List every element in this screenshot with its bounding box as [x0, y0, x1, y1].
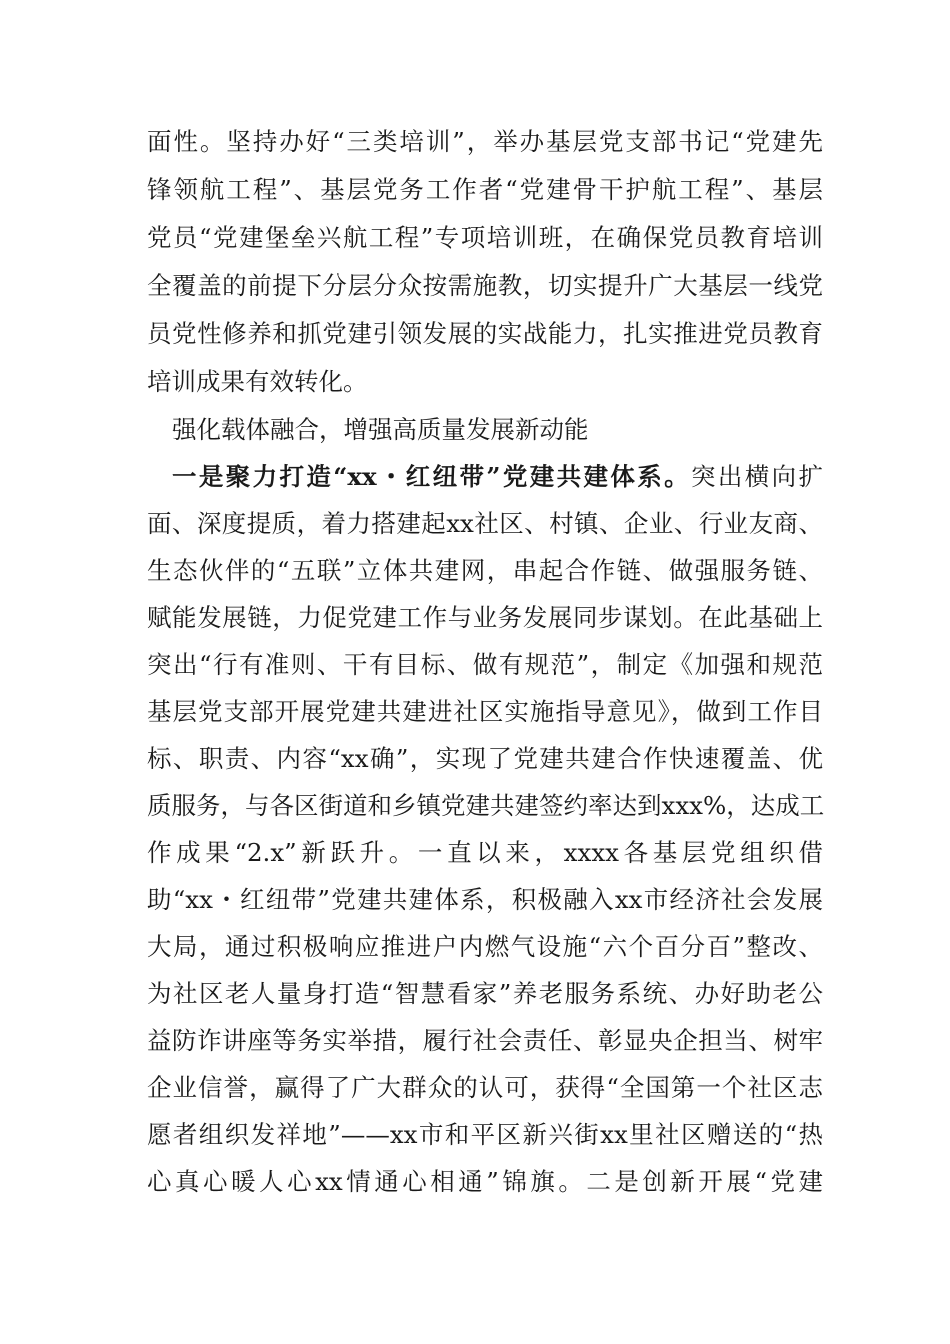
paragraph-line: 质服务，与各区街道和乡镇党建共建签约率达到xxx%，达成工: [147, 791, 825, 820]
paragraph-line: 生态伙伴的“五联”立体共建网，串起合作链、做强服务链、: [147, 556, 823, 585]
paragraph-line: 全覆盖的前提下分层分众按需施教，切实提升广大基层一线党: [147, 271, 823, 300]
paragraph-line: 突出“行有准则、干有目标、做有规范”，制定《加强和规范: [147, 650, 823, 679]
paragraph-line: 赋能发展链，力促党建工作与业务发展同步谋划。在此基础上: [147, 603, 823, 632]
paragraph-line: 愿者组织发祥地”——xx市和平区新兴街xx里社区赠送的“热: [147, 1120, 823, 1149]
paragraph-line: 助“xx・红纽带”党建共建体系，积极融入xx市经济社会发展: [147, 885, 823, 914]
paragraph-line: 党员“党建堡垒兴航工程”专项培训班，在确保党员教育培训: [147, 223, 823, 252]
lead-sentence-rest: 突出横向扩: [691, 462, 823, 491]
paragraph-line: 面性。坚持办好“三类培训”，举办基层党支部书记“党建先: [147, 127, 823, 156]
paragraph-line: 作成果“2.x”新跃升。一直以来，xxxx各基层党组织借: [147, 838, 823, 867]
paragraph-line: 大局，通过积极响应推进户内燃气设施“六个百分百”整改、: [147, 932, 823, 961]
paragraph-line: 为社区老人量身打造“智慧看家”养老服务系统、办好助老公: [147, 979, 823, 1008]
paragraph-line: 益防诈讲座等务实举措，履行社会责任、彰显央企担当、树牢: [147, 1026, 823, 1055]
paragraph-line: 锋领航工程”、基层党务工作者“党建骨干护航工程”、基层: [147, 175, 823, 204]
section-heading: 强化载体融合，增强高质量发展新动能: [172, 415, 589, 444]
paragraph-line: 基层党支部开展党建共建进社区实施指导意见》，做到工作目: [147, 697, 823, 726]
paragraph-line: 面、深度提质，着力搭建起xx社区、村镇、企业、行业友商、: [147, 509, 823, 538]
paragraph-line: 心真心暖人心xx情通心相通”锦旗。二是创新开展“党建: [147, 1167, 823, 1196]
paragraph-line: 培训成果有效转化。: [147, 367, 368, 396]
bold-lead-sentence: 一是聚力打造“xx・红纽带”党建共建体系。: [172, 462, 691, 491]
paragraph-first-line: [172, 451, 823, 503]
paragraph-line: 员党性修养和抓党建引领发展的实战能力，扎实推进党员教育: [147, 319, 823, 348]
paragraph-line: 企业信誉，赢得了广大群众的认可，获得“全国第一个社区志: [147, 1073, 823, 1102]
paragraph-line: 标、职责、内容“xx确”，实现了党建共建合作快速覆盖、优: [147, 744, 823, 773]
